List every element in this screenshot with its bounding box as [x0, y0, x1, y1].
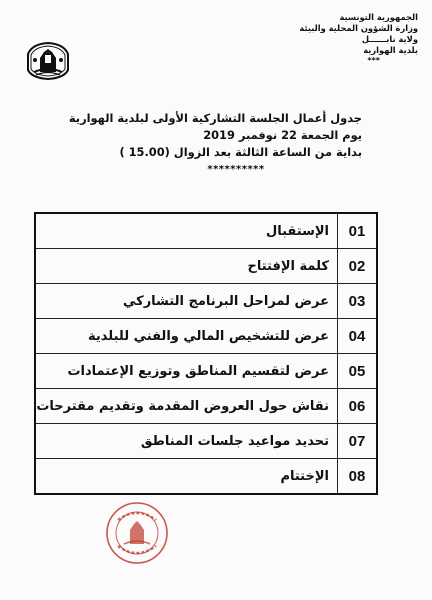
agenda-row	[35, 389, 377, 424]
header-line-governorate: ولاية نابــــــل	[361, 34, 418, 44]
agenda-row	[35, 424, 377, 459]
agenda-topic: تحديد مواعيد جلسات المناطق	[35, 424, 338, 459]
agenda-topic: عرض للتشخيص المالي والفني للبلدية	[35, 319, 338, 354]
agenda-title-block	[68, 110, 362, 178]
agenda-number: 02	[338, 249, 378, 284]
agenda-topic: كلمة الإفتتاح	[35, 249, 338, 284]
agenda-topic: نقاش حول العروض المقدمة وتقديم مقترحات	[35, 389, 338, 424]
header-line-municipality: بلدية الهوارية	[363, 45, 418, 55]
official-stamp-icon	[104, 500, 170, 566]
title-stars: **********	[207, 164, 265, 175]
agenda-number: 01	[338, 213, 378, 249]
agenda-number: 06	[338, 389, 378, 424]
agenda-row	[35, 284, 377, 319]
agenda-row	[35, 354, 377, 389]
agenda-number: 07	[338, 424, 378, 459]
agenda-time: بداية من الساعة الثالثة بعد الزوال (15.00 )	[119, 145, 362, 159]
institution-header	[268, 12, 418, 65]
agenda-number: 08	[338, 459, 378, 495]
agenda-row	[35, 213, 377, 249]
header-stars: ***	[367, 56, 380, 65]
agenda-row	[35, 319, 377, 354]
agenda-row	[35, 249, 377, 284]
agenda-topic: الإختتام	[35, 459, 338, 495]
header-line-ministry: وزارة الشؤون المحلية والبيئة	[299, 23, 418, 33]
agenda-number: 05	[338, 354, 378, 389]
header-line-republic: الجمهورية التونسية	[339, 12, 418, 22]
agenda-number: 03	[338, 284, 378, 319]
agenda-topic: عرض لمراحل البرنامج التشاركي	[35, 284, 338, 319]
agenda-table	[34, 212, 378, 495]
agenda-date: يوم الجمعة 22 نوفمبر 2019	[203, 128, 362, 142]
agenda-row	[35, 459, 377, 495]
agenda-topic: الإستقبال	[35, 213, 338, 249]
agenda-topic: عرض لتقسيم المناطق وتوزيع الإعتمادات	[35, 354, 338, 389]
agenda-number: 04	[338, 319, 378, 354]
municipality-emblem-icon	[24, 40, 72, 82]
agenda-title: جدول أعمال الجلسة التشاركية الأولى لبلدية الهوارية	[68, 111, 362, 125]
